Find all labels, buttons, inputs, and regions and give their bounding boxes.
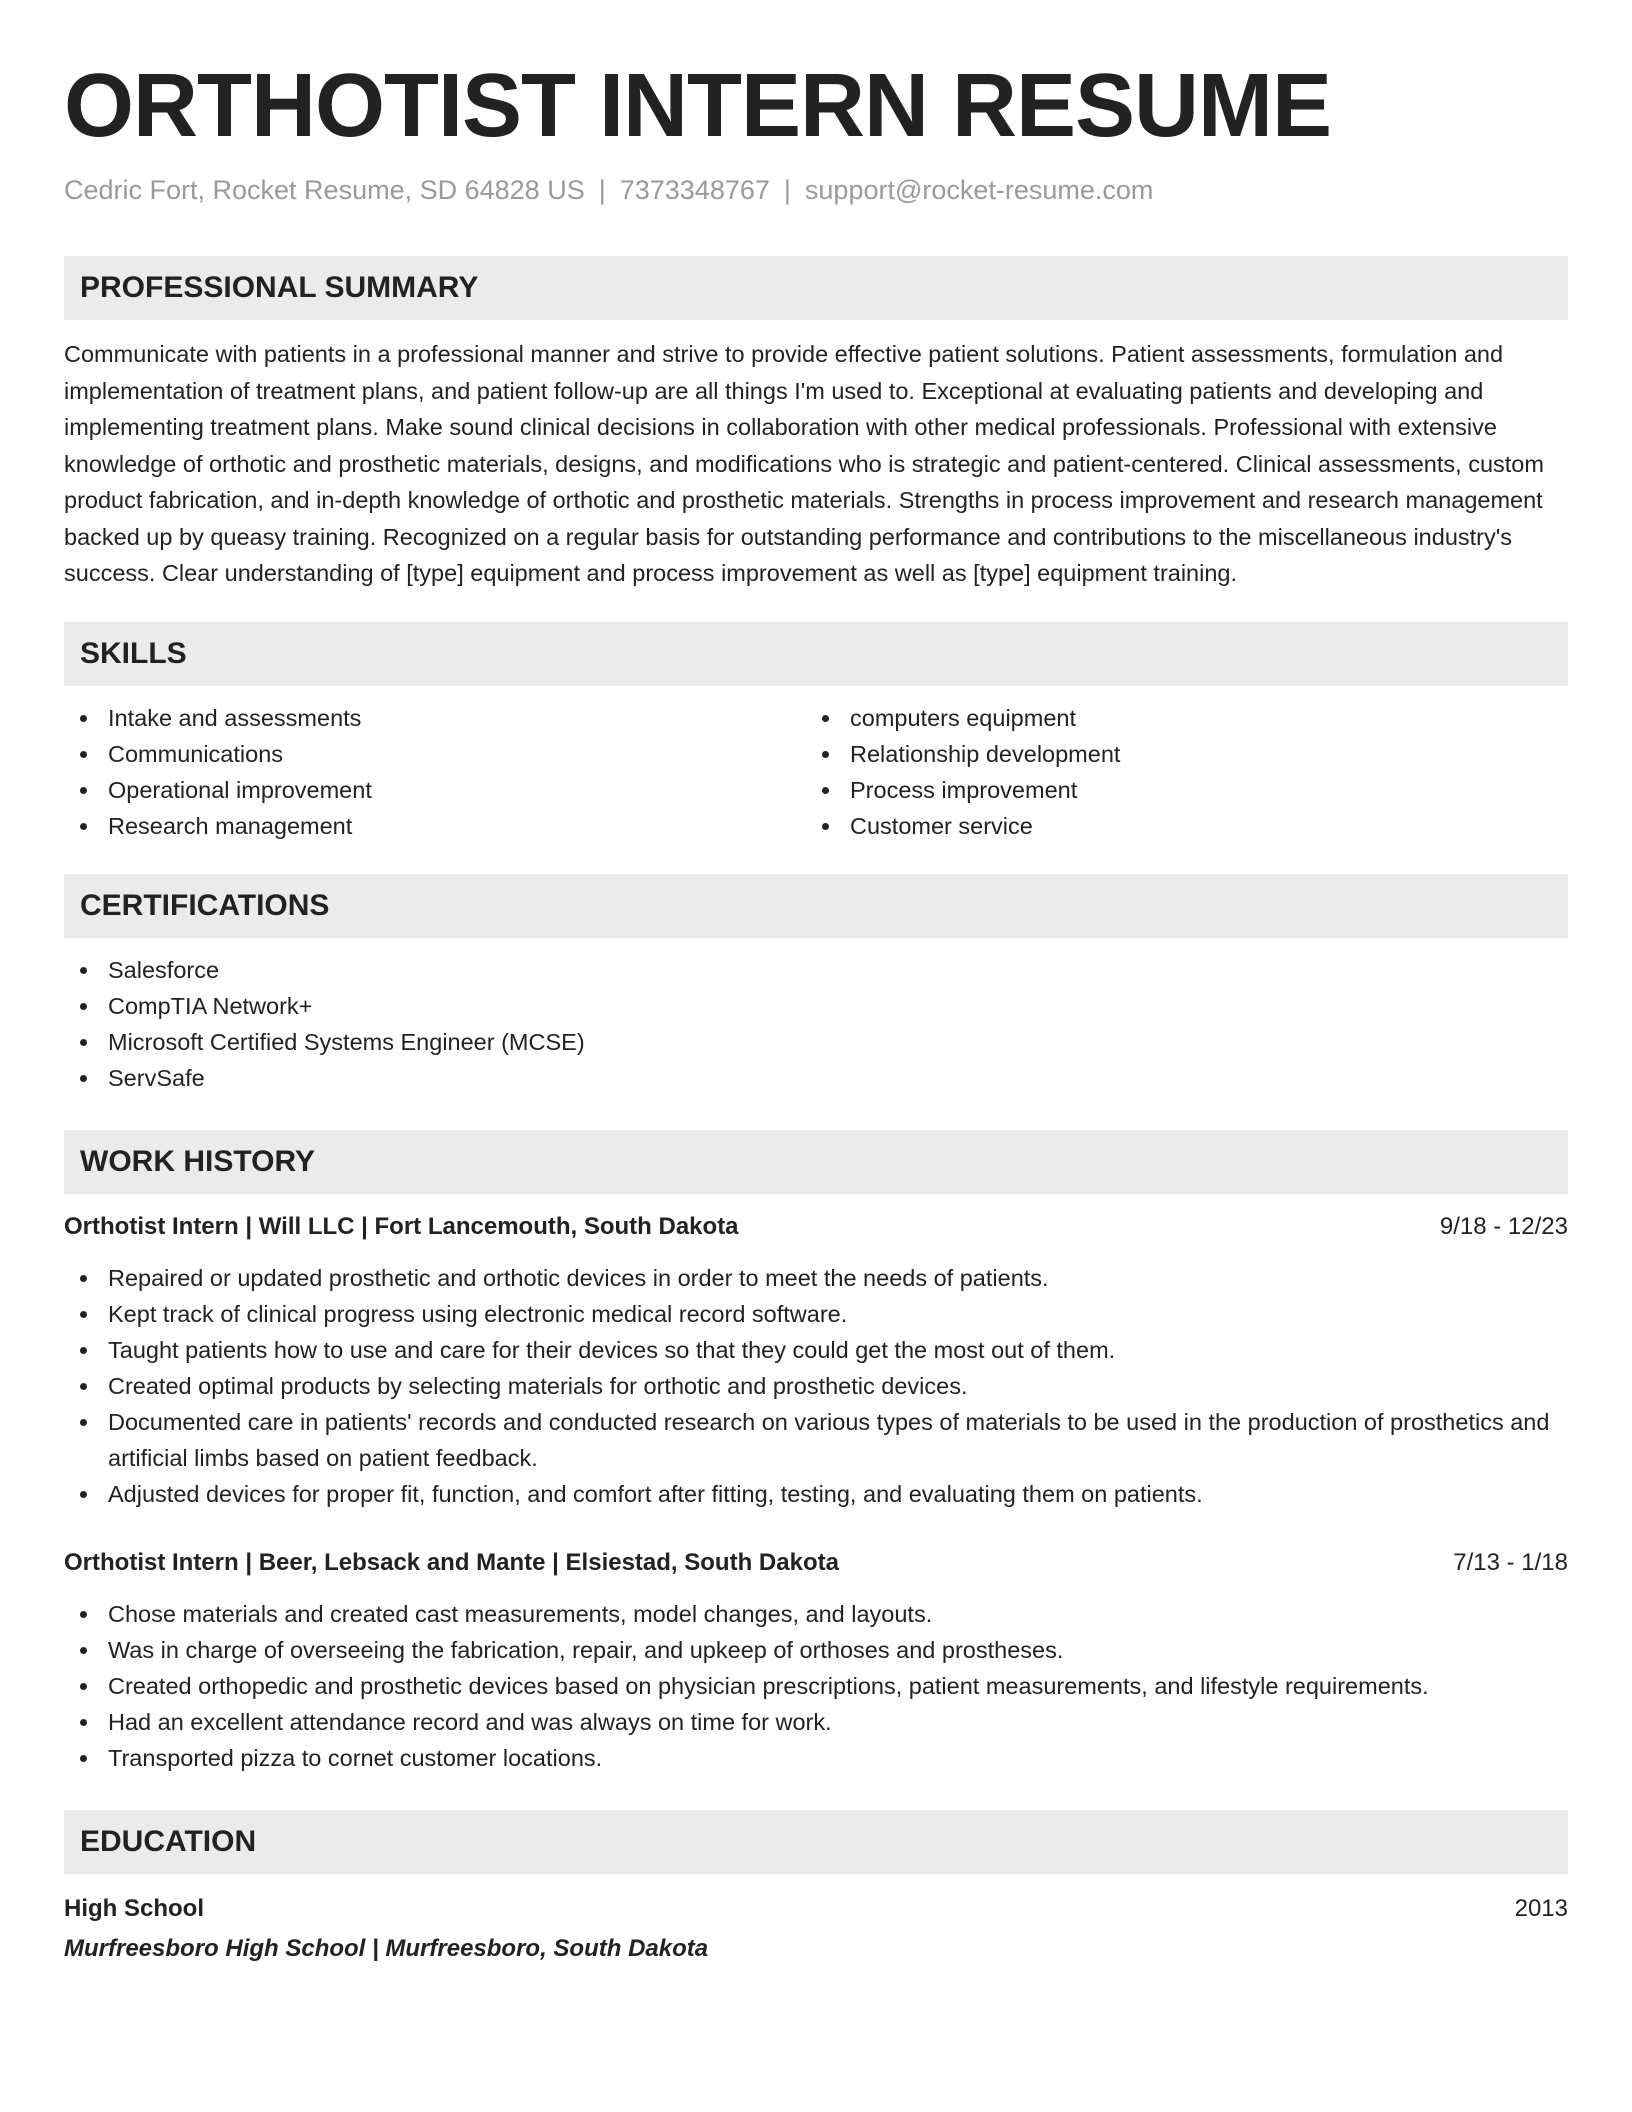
job-duty: Repaired or updated prosthetic and orthotic devices in order to meet the needs of patients. [64,1260,1568,1296]
job-entry [64,1210,1568,1512]
job-duty: Kept track of clinical progress using electronic medical record software. [64,1296,1568,1332]
skills-column-right [806,700,1548,844]
education-degree: High School [64,1894,204,1922]
job-entry [64,1546,1568,1776]
job-duty: Taught patients how to use and care for their devices so that they could get the most out of them. [64,1332,1568,1368]
skill-item: Process improvement [806,772,1548,808]
work-history-heading: WORK HISTORY [64,1130,1568,1194]
skill-item: Customer service [806,808,1548,844]
certification-item: Microsoft Certified Systems Engineer (MCSE) [64,1024,1568,1060]
resume-title: ORTHOTIST INTERN RESUME [64,56,1332,156]
contact-email: support@rocket-resume.com [804,175,1154,205]
skill-item: computers equipment [806,700,1548,736]
certifications-list [64,952,1568,1096]
job-duties [64,1596,1568,1776]
skill-item: Research management [64,808,806,844]
skills-column-left [64,700,806,844]
job-duty: Created optimal products by selecting materials for orthotic and prosthetic devices. [64,1368,1568,1404]
certification-item: Salesforce [64,952,1568,988]
job-dates: 9/18 - 12/23 [1439,1212,1568,1240]
education-header [64,1892,1568,1926]
certification-item: CompTIA Network+ [64,988,1568,1024]
job-duty: Was in charge of overseeing the fabrication, repair, and upkeep of orthoses and prostheses. [64,1632,1568,1668]
job-header [64,1210,1568,1244]
job-duty: Created orthopedic and prosthetic devices based on physician prescriptions, patient measurements, and lifestyle requirements. [64,1668,1568,1704]
job-header [64,1546,1568,1580]
job-dates: 7/13 - 1/18 [1453,1548,1568,1576]
summary-text: Communicate with patients in a professional manner and strive to provide effective patient solutions. Patient assessments, formulation and implementation of treatment plans, and patient follow-up are all things I'm used to. Exceptional at evaluating patients and developing and implementing treatment plans. Make sound clinical decisions in collaboration with other medical professionals. Professional with extensive knowledge of orthotic and prosthetic materials, designs, and modifications who is strategic and patient-centered. Clinical assessments, custom product fabrication, and in-depth knowledge of orthotic and prosthetic materials. Strengths in process improvement and research management backed up by queasy training. Recognized on a regular basis for outstanding performance and contributions to the miscellaneous industry's success. Clear understanding of [type] equipment and process improvement as well as [type] equipment training. [64,341,1544,586]
job-duty: Chose materials and created cast measurements, model changes, and layouts. [64,1596,1568,1632]
job-title: Orthotist Intern | Beer, Lebsack and Mante | Elsiestad, South Dakota [64,1548,839,1576]
contact-separator: | [783,175,791,205]
skill-item: Communications [64,736,806,772]
education-year: 2013 [1514,1894,1568,1922]
certifications-heading: CERTIFICATIONS [64,874,1568,938]
skill-item: Intake and assessments [64,700,806,736]
skill-item: Relationship development [806,736,1548,772]
job-title: Orthotist Intern | Will LLC | Fort Lancemouth, South Dakota [64,1212,739,1240]
job-duty: Had an excellent attendance record and was always on time for work. [64,1704,1568,1740]
summary-heading: PROFESSIONAL SUMMARY [64,256,1568,320]
contact-address: Cedric Fort, Rocket Resume, SD 64828 US [64,175,585,205]
education-heading: EDUCATION [64,1810,1568,1874]
skills-heading: SKILLS [64,622,1568,686]
contact-separator: | [598,175,606,205]
contact-line [64,172,1568,208]
education-school: Murfreesboro High School | Murfreesboro, South Dakota [64,1934,709,1962]
job-duties [64,1260,1568,1512]
job-duty: Documented care in patients' records and conducted research on various types of materials to be used in the production of prosthetics and artificial limbs based on patient feedback. [64,1404,1568,1476]
certification-item: ServSafe [64,1060,1568,1096]
job-duty: Transported pizza to cornet customer locations. [64,1740,1568,1776]
contact-phone: 7373348767 [619,175,770,205]
skills-list [64,700,1568,844]
skill-item: Operational improvement [64,772,806,808]
job-duty: Adjusted devices for proper fit, function, and comfort after fitting, testing, and evaluating them on patients. [64,1476,1568,1512]
